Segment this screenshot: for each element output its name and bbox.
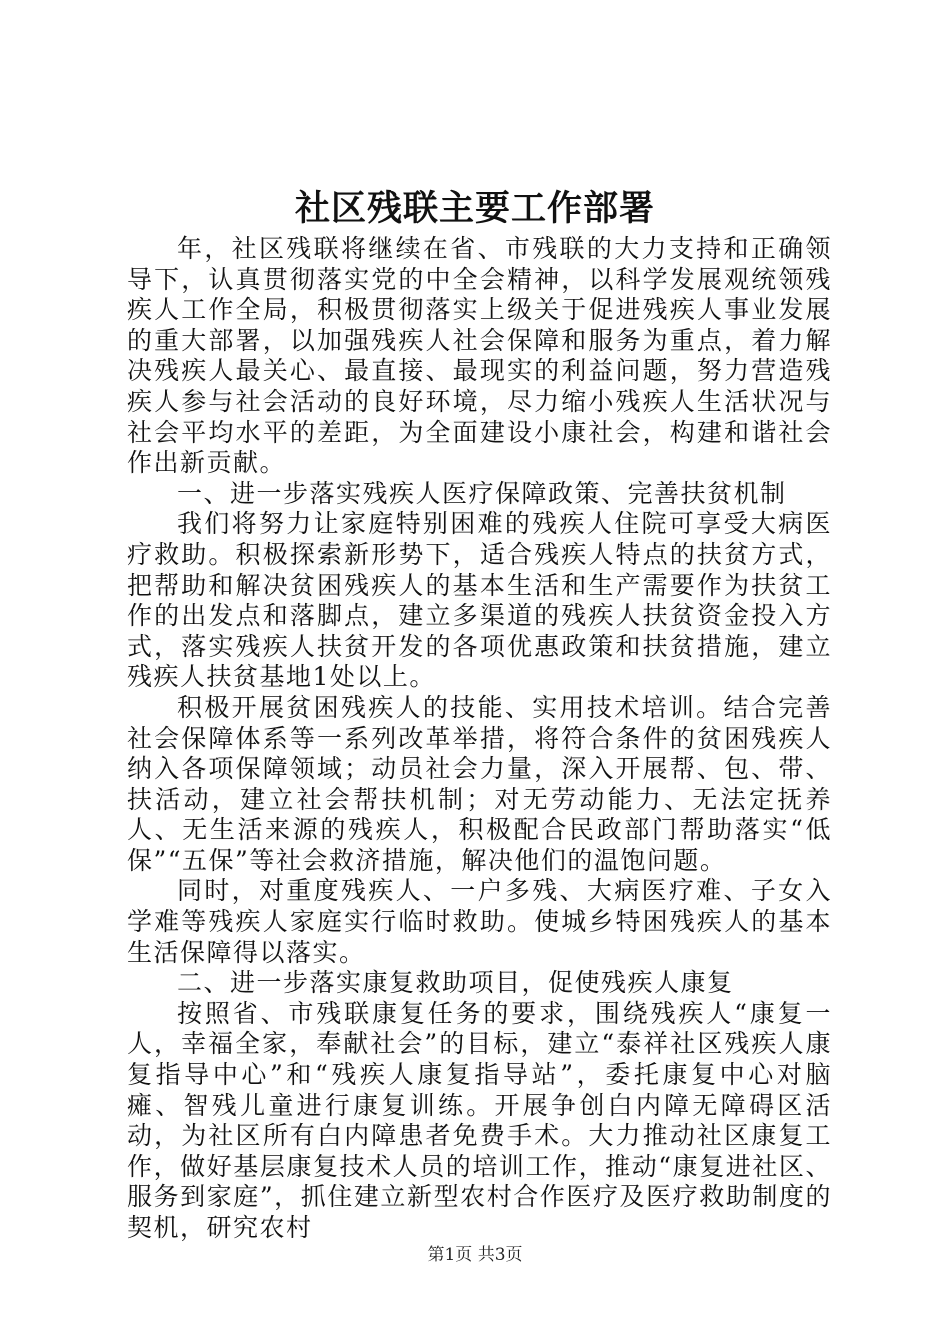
- body-paragraph: 我们将努力让家庭特别困难的残疾人住院可享受大病医疗救助。积极探索新形势下，适合残疾人特点的扶贫方式，把帮助和解决贫困残疾人的基本生活和生产需要作为扶贫工作的出发点和落脚点，建立多渠道的残疾人扶贫资金投入方式，落实残疾人扶贫开发的各项优惠政策和扶贫措施，建立残疾人扶贫基地1处以上。: [127, 509, 832, 692]
- document-body: [127, 234, 832, 1244]
- body-paragraph: 按照省、市残联康复任务的要求，围绕残疾人“康复一人，幸福全家，奉献社会”的目标，建立“泰祥社区残疾人康复指导中心”和“残疾人康复指导站”，委托康复中心对脑瘫、智残儿童进行康复训练。开展争创白内障无障碍区活动，为社区所有白内障患者免费手术。大力推动社区康复工作，做好基层康复技术人员的培训工作，推动“康复进社区、服务到家庭”，抓住建立新型农村合作医疗及医疗救助制度的契机，研究农村: [127, 998, 832, 1242]
- page-indicator: 第1页 共3页: [427, 1245, 523, 1265]
- page-footer: [0, 1244, 950, 1266]
- body-paragraph: 同时，对重度残疾人、一户多残、大病医疗难、子女入学难等残疾人家庭实行临时救助。使城乡特困残疾人的基本生活保障得以落实。: [127, 876, 832, 967]
- section-heading-2: 二、进一步落实康复救助项目，促使残疾人康复: [177, 968, 734, 998]
- document-title: 社区残联主要工作部署: [294, 188, 655, 229]
- body-paragraph: 积极开展贫困残疾人的技能、实用技术培训。结合完善社会保障体系等一系列改革举措，将符合条件的贫困残疾人纳入各项保障领域；动员社会力量，深入开展帮、包、带、扶活动，建立社会帮扶机制；对无劳动能力、无法定抚养人、无生活来源的残疾人，积极配合民政部门帮助落实“低保”“五保”等社会救济措施，解决他们的温饱问题。: [127, 692, 832, 875]
- section-heading-1: 一、进一步落实残疾人医疗保障政策、完善扶贫机制: [177, 478, 787, 508]
- intro-paragraph: 年，社区残联将继续在省、市残联的大力支持和正确领导下，认真贯彻落实党的中全会精神，以科学发展观统领残疾人工作全局，积极贯彻落实上级关于促进残疾人事业发展的重大部署，以加强残疾人社会保障和服务为重点，着力解决残疾人最关心、最直接、最现实的利益问题，努力营造残疾人参与社会活动的良好环境，尽力缩小残疾人生活状况与社会平均水平的差距，为全面建设小康社会，构建和谐社会作出新贡献。: [127, 234, 832, 478]
